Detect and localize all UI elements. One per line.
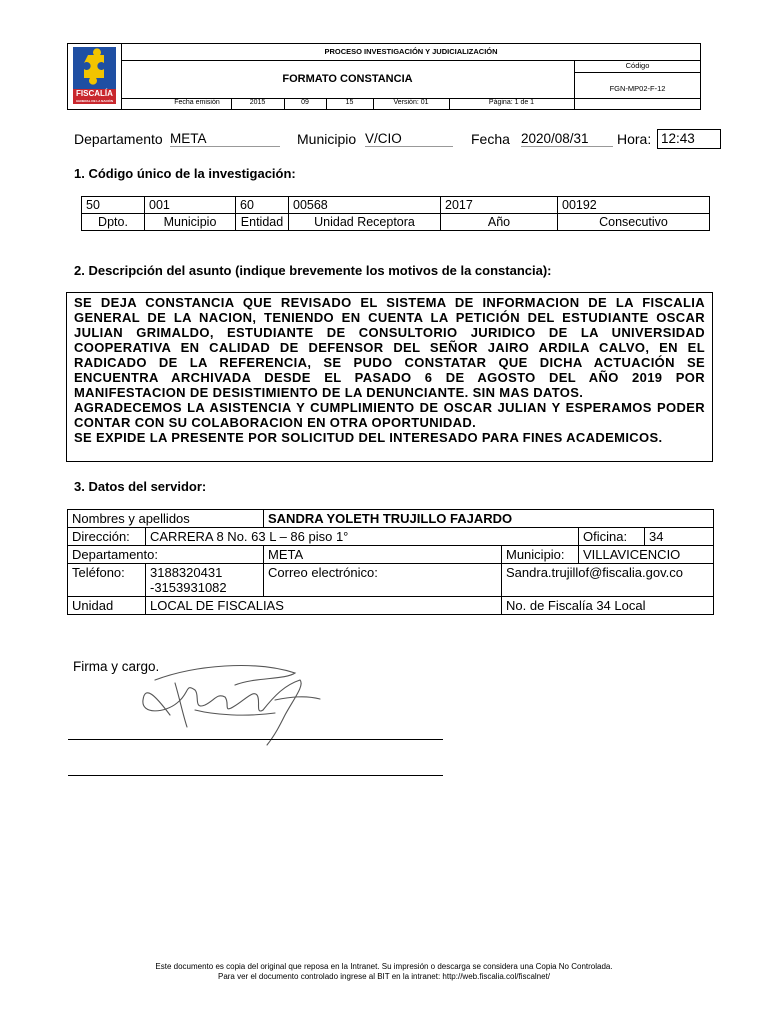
code-consecutivo[interactable]: 00192 bbox=[558, 197, 710, 214]
code-anio[interactable]: 2017 bbox=[441, 197, 558, 214]
municipio-field[interactable]: VILLAVICENCIO bbox=[579, 546, 714, 564]
telefono-1: 3188320431 bbox=[150, 565, 223, 580]
label-municipio: Municipio bbox=[145, 214, 236, 231]
municipio-label: Municipio bbox=[297, 131, 357, 147]
label-dpto: Dpto. bbox=[82, 214, 145, 231]
hora-field[interactable]: 12:43 bbox=[657, 129, 721, 149]
telefono-label: Teléfono: bbox=[68, 564, 146, 597]
description-paragraph: AGRADECEMOS LA ASISTENCIA Y CUMPLIMIENTO DE OSCAR JULIAN Y ESPERAMOS PODER CONTAR CON SU COLABORACION EN OTRA OPORTUNIDAD. bbox=[74, 400, 705, 430]
section2-title: 2. Descripción del asunto (indique brevemente los motivos de la constancia): bbox=[74, 263, 552, 278]
handwritten-signature bbox=[135, 655, 330, 750]
logo-subtext: GENERAL DE LA NACIÓN bbox=[75, 99, 113, 103]
municipio-label: Municipio: bbox=[502, 546, 579, 564]
direccion-label: Dirección: bbox=[68, 528, 146, 546]
code-entidad[interactable]: 60 bbox=[236, 197, 289, 214]
version: Versión: 01 bbox=[393, 99, 429, 106]
fecha-label: Fecha bbox=[471, 131, 510, 147]
oficina-field[interactable]: 34 bbox=[645, 528, 714, 546]
label-consecutivo: Consecutivo bbox=[558, 214, 710, 231]
label-unidad: Unidad Receptora bbox=[289, 214, 441, 231]
description-box[interactable] bbox=[66, 292, 713, 462]
emision-year: 2015 bbox=[249, 99, 266, 106]
label-entidad: Entidad bbox=[236, 214, 289, 231]
departamento-field[interactable]: META bbox=[264, 546, 502, 564]
municipio-field[interactable]: V/CIO bbox=[365, 131, 453, 147]
page-number: Página: 1 de 1 bbox=[488, 99, 535, 106]
telefono-field[interactable] bbox=[146, 564, 264, 597]
servidor-table bbox=[67, 509, 714, 615]
label-anio: Año bbox=[441, 214, 558, 231]
footer-line-2: Para ver el documento controlado ingrese al BIT en la intranet: http://web.fiscalia.col/fiscalnet/ bbox=[217, 972, 551, 981]
section3-title: 3. Datos del servidor: bbox=[74, 479, 207, 494]
footer-line-1: Este documento es copia del original que reposa en la Intranet. Su impresión o descarga se considera una Copia No Controlada. bbox=[155, 962, 613, 971]
unidad-field[interactable]: LOCAL DE FISCALIAS bbox=[146, 597, 502, 615]
logo-text: FISCALÍA bbox=[76, 89, 113, 98]
hora-label: Hora: bbox=[617, 131, 652, 147]
fecha-field[interactable]: 2020/08/31 bbox=[521, 131, 613, 147]
nombres-field[interactable]: SANDRA YOLETH TRUJILLO FAJARDO bbox=[264, 510, 714, 528]
footer bbox=[0, 962, 768, 982]
unidad-label: Unidad bbox=[68, 597, 146, 615]
signature-line bbox=[68, 739, 443, 740]
cargo-line bbox=[68, 775, 443, 776]
nombres-label: Nombres y apellidos bbox=[68, 510, 264, 528]
fiscalia-logo bbox=[73, 47, 116, 89]
departamento-label: Departamento bbox=[74, 131, 163, 147]
code-value: FGN-MP02-F-12 bbox=[609, 84, 666, 93]
fecha-emision-label: Fecha emisión bbox=[174, 99, 220, 106]
description-paragraph: SE DEJA CONSTANCIA QUE REVISADO EL SISTEMA DE INFORMACION DE LA FISCALIA GENERAL DE LA NACION, TENIENDO EN CUENTA LA PETICIÓN DEL ESTUDIANTE OSCAR JULIAN GRIMALDO, ESTUDIANTE DE CONSULTORIO JURIDICO DE LA UNIVERSIDAD COOPERATIVA EN CALIDAD DE DEFENSOR DEL SEÑOR JAIRO ARDILA CALVO, EN EL RADICADO DE LA REFERENCIA, SE PUDO CONSTATAR QUE DICHA ACTUACIÓN SE ENCUENTRA ARCHIVADA DESDE EL PASADO 6 DE AGOSTO DEL AÑO 2019 POR MANIFESTACION DE DESISTIMIENTO DE LA DENUNCIANTE. SIN MAS DATOS. bbox=[74, 295, 705, 400]
correo-field[interactable]: Sandra.trujillof@fiscalia.gov.co bbox=[502, 564, 714, 597]
fiscalia-number[interactable]: No. de Fiscalía 34 Local bbox=[502, 597, 714, 615]
document-header bbox=[67, 43, 701, 110]
departamento-field[interactable]: META bbox=[170, 131, 280, 147]
logo-cell bbox=[68, 44, 122, 109]
code-unidad[interactable]: 00568 bbox=[289, 197, 441, 214]
section1-title: 1. Código único de la investigación: bbox=[74, 166, 296, 181]
telefono-2: -3153931082 bbox=[150, 580, 227, 595]
description-paragraph: SE EXPIDE LA PRESENTE POR SOLICITUD DEL INTERESADO PARA FINES ACADEMICOS. bbox=[74, 430, 663, 445]
puzzle-icon bbox=[73, 47, 116, 89]
logo-banner bbox=[73, 89, 116, 104]
process-name: PROCESO INVESTIGACIÓN Y JUDICIALIZACIÓN bbox=[324, 47, 498, 56]
oficina-label: Oficina: bbox=[579, 528, 645, 546]
emision-day: 15 bbox=[345, 99, 354, 106]
emision-month: 09 bbox=[301, 99, 309, 106]
form-title: FORMATO CONSTANCIA bbox=[282, 73, 413, 85]
investigation-code-table bbox=[81, 196, 710, 231]
code-label: Código bbox=[625, 61, 650, 70]
code-dpto[interactable]: 50 bbox=[82, 197, 145, 214]
code-municipio[interactable]: 001 bbox=[145, 197, 236, 214]
signature-label: Firma y cargo. bbox=[73, 659, 160, 674]
direccion-field[interactable]: CARRERA 8 No. 63 L – 86 piso 1° bbox=[146, 528, 579, 546]
departamento-label: Departamento: bbox=[68, 546, 264, 564]
correo-label: Correo electrónico: bbox=[264, 564, 502, 597]
